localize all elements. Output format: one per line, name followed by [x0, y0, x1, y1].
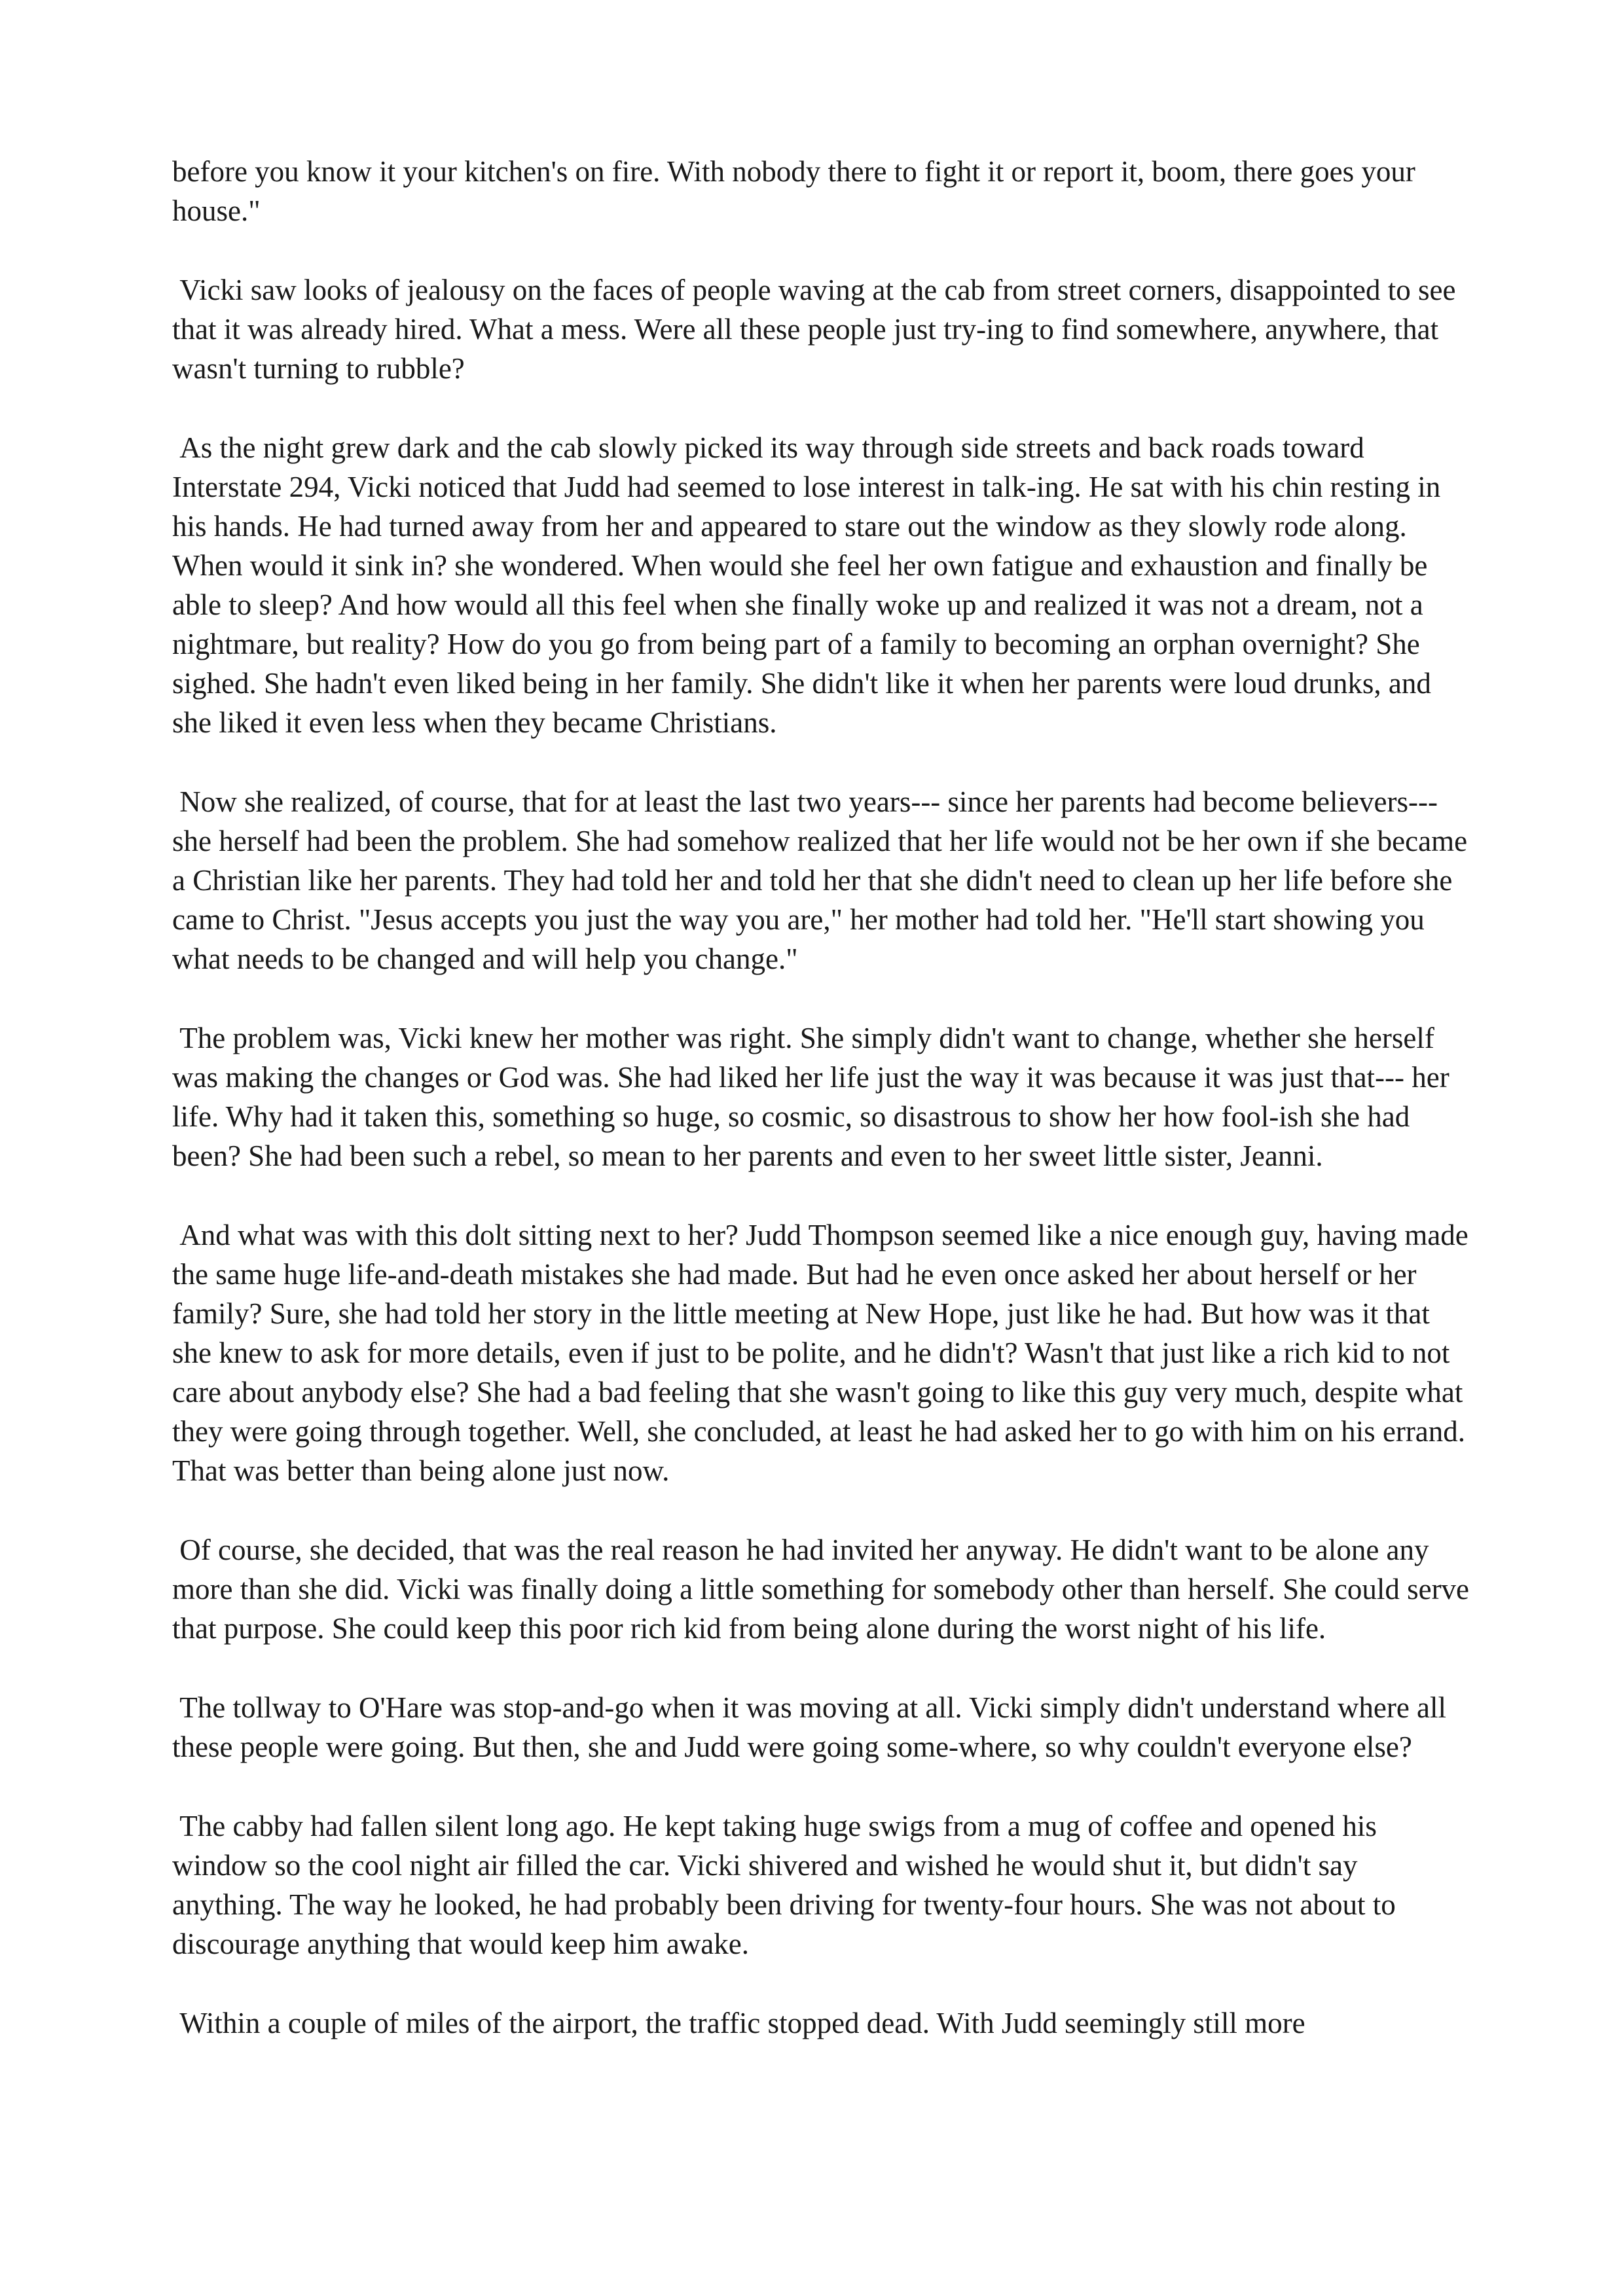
paragraph-8: The tollway to O'Hare was stop-and-go when it was moving at all. Vicki simply didn't understand where all these people were going. But then, she and Judd were going some-where, so why couldn't everyone else? — [172, 1691, 1454, 1763]
paragraph-5: The problem was, Vicki knew her mother was right. She simply didn't want to change, whether she herself was making the changes or God was. She had liked her life just the way it was because it was just that--- her life. Why had it taken this, something so huge, so cosmic, so disastrous to show her how fool-ish she had been? She had been such a rebel, so mean to her parents and even to her sweet little sister, Jeanni. — [172, 1022, 1457, 1172]
page-body — [172, 152, 1475, 2043]
paragraph-7: Of course, she decided, that was the real reason he had invited her anyway. He didn't want to be alone any more than she did. Vicki was finally doing a little something for somebody other than herself. She could serve that purpose. She could keep this poor rich kid from being alone during the worst night of his life. — [172, 1534, 1477, 1645]
paragraph-2: Vicki saw looks of jealousy on the faces of people waving at the cab from street corners, disappointed to see that it was already hired. What a mess. Were all these people just try-ing to find somewhere, anywhere, that wasn't turning to rubble? — [172, 274, 1463, 385]
paragraph-6: And what was with this dolt sitting next to her? Judd Thompson seemed like a nice enough guy, having made the same huge life-and-death mistakes she had made. But had he even once asked her about herself or her family? Sure, she had told her story in the little meeting at New Hope, just like he had. But how was it that she knew to ask for more details, even if just to be polite, and he didn't? Wasn't that just like a rich kid to not care about anybody else? She had a bad feeling that she wasn't going to like this guy very much, despite what they were going through together. Well, she concluded, at least he had asked her to go with him on his errand. That was better than being alone just now. — [172, 1219, 1476, 1487]
paragraph-4: Now she realized, of course, that for at least the last two years--- since her parents had become believers--- she herself had been the problem. She had somehow realized that her life would not be her own if she became a Christian like her parents. They had told her and told her that she didn't need to clean up her life before she came to Christ. "Jesus accepts you just the way you are," her mother had told her. "He'll start showing you what needs to be changed and will help you change." — [172, 785, 1475, 975]
paragraph-1: before you know it your kitchen's on fire. With nobody there to fight it or report it, boom, there goes your house." — [172, 155, 1423, 227]
paragraph-10: Within a couple of miles of the airport, the traffic stopped dead. With Judd seemingly still more — [172, 2007, 1305, 2039]
paragraph-3: As the night grew dark and the cab slowly picked its way through side streets and back roads toward Interstate 294, Vicki noticed that Judd had seemed to lose interest in talk-ing. He sat with his chin resting in his hands. He had turned away from her and appeared to stare out the window as they slowly rode along. When would it sink in? she wondered. When would she feel her own fatigue and exhaustion and finally be able to sleep? And how would all this feel when she finally woke up and realized it was not a dream, not a nightmare, but reality? How do you go from being part of a family to becoming an orphan overnight? She sighed. She hadn't even liked being in her family. She didn't like it when her parents were loud drunks, and she liked it even less when they became Christians. — [172, 431, 1448, 739]
paragraph-9: The cabby had fallen silent long ago. He kept taking huge swigs from a mug of coffee and opened his window so the cool night air filled the car. Vicki shivered and wished he would shut it, but didn't say anything. The way he looked, he had probably been driving for twenty-four hours. She was not about to discourage anything that would keep him awake. — [172, 1810, 1404, 1960]
